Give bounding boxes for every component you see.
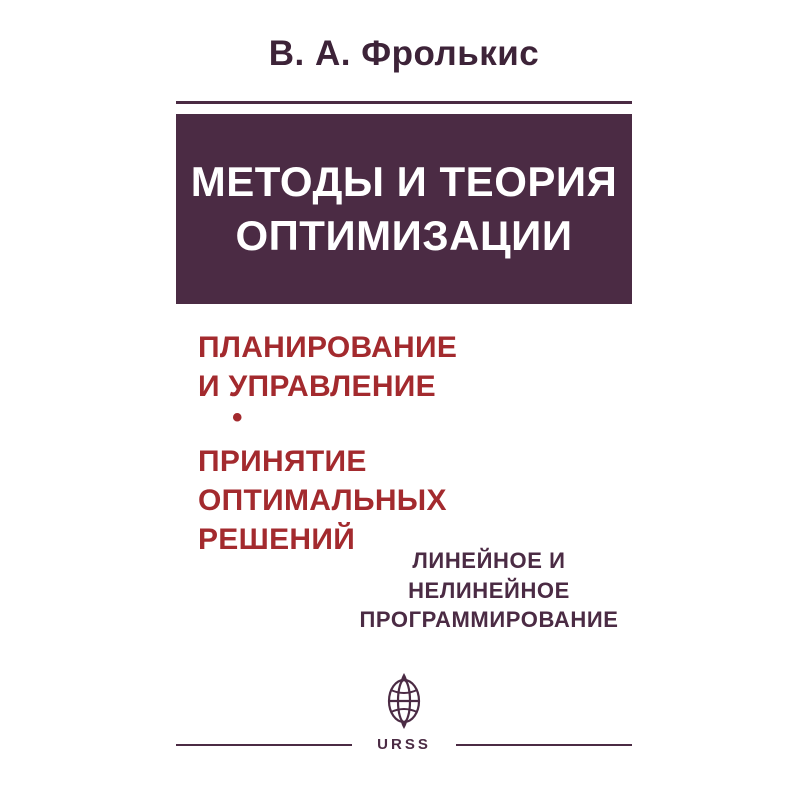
descriptor-line-2: НЕЛИНЕЙНОЕ bbox=[408, 577, 570, 603]
title-line-1: МЕТОДЫ И ТЕОРИЯ bbox=[190, 158, 618, 206]
descriptor-line-3: ПРОГРАММИРОВАНИЕ bbox=[359, 607, 619, 633]
divider-bottom-left bbox=[176, 744, 352, 746]
subtitle-spacer bbox=[198, 430, 528, 442]
descriptor-block bbox=[344, 546, 634, 635]
publisher-name: URSS bbox=[377, 736, 431, 753]
title-block bbox=[176, 114, 632, 304]
subtitle-line-2: И УПРАВЛЕНИЕ bbox=[198, 370, 436, 403]
urss-globe-icon bbox=[378, 670, 430, 732]
divider-bottom-right bbox=[456, 744, 632, 746]
subtitle-block bbox=[198, 328, 528, 559]
descriptor-line-1: ЛИНЕЙНОЕ И bbox=[412, 548, 566, 573]
subtitle-line-4: ОПТИМАЛЬНЫХ bbox=[198, 484, 447, 517]
subtitle-line-3: ПРИНЯТИЕ bbox=[198, 445, 367, 478]
title-line-2: ОПТИМИЗАЦИИ bbox=[235, 212, 573, 259]
subtitle-line-5: РЕШЕНИЙ bbox=[198, 523, 356, 556]
bullet-separator: • bbox=[232, 401, 243, 434]
publisher-logo bbox=[168, 670, 640, 753]
divider-top bbox=[176, 101, 632, 104]
author-name: В. А. Фролькис bbox=[268, 34, 540, 73]
subtitle-line-1: ПЛАНИРОВАНИЕ bbox=[198, 331, 458, 364]
book-cover bbox=[168, 6, 640, 794]
